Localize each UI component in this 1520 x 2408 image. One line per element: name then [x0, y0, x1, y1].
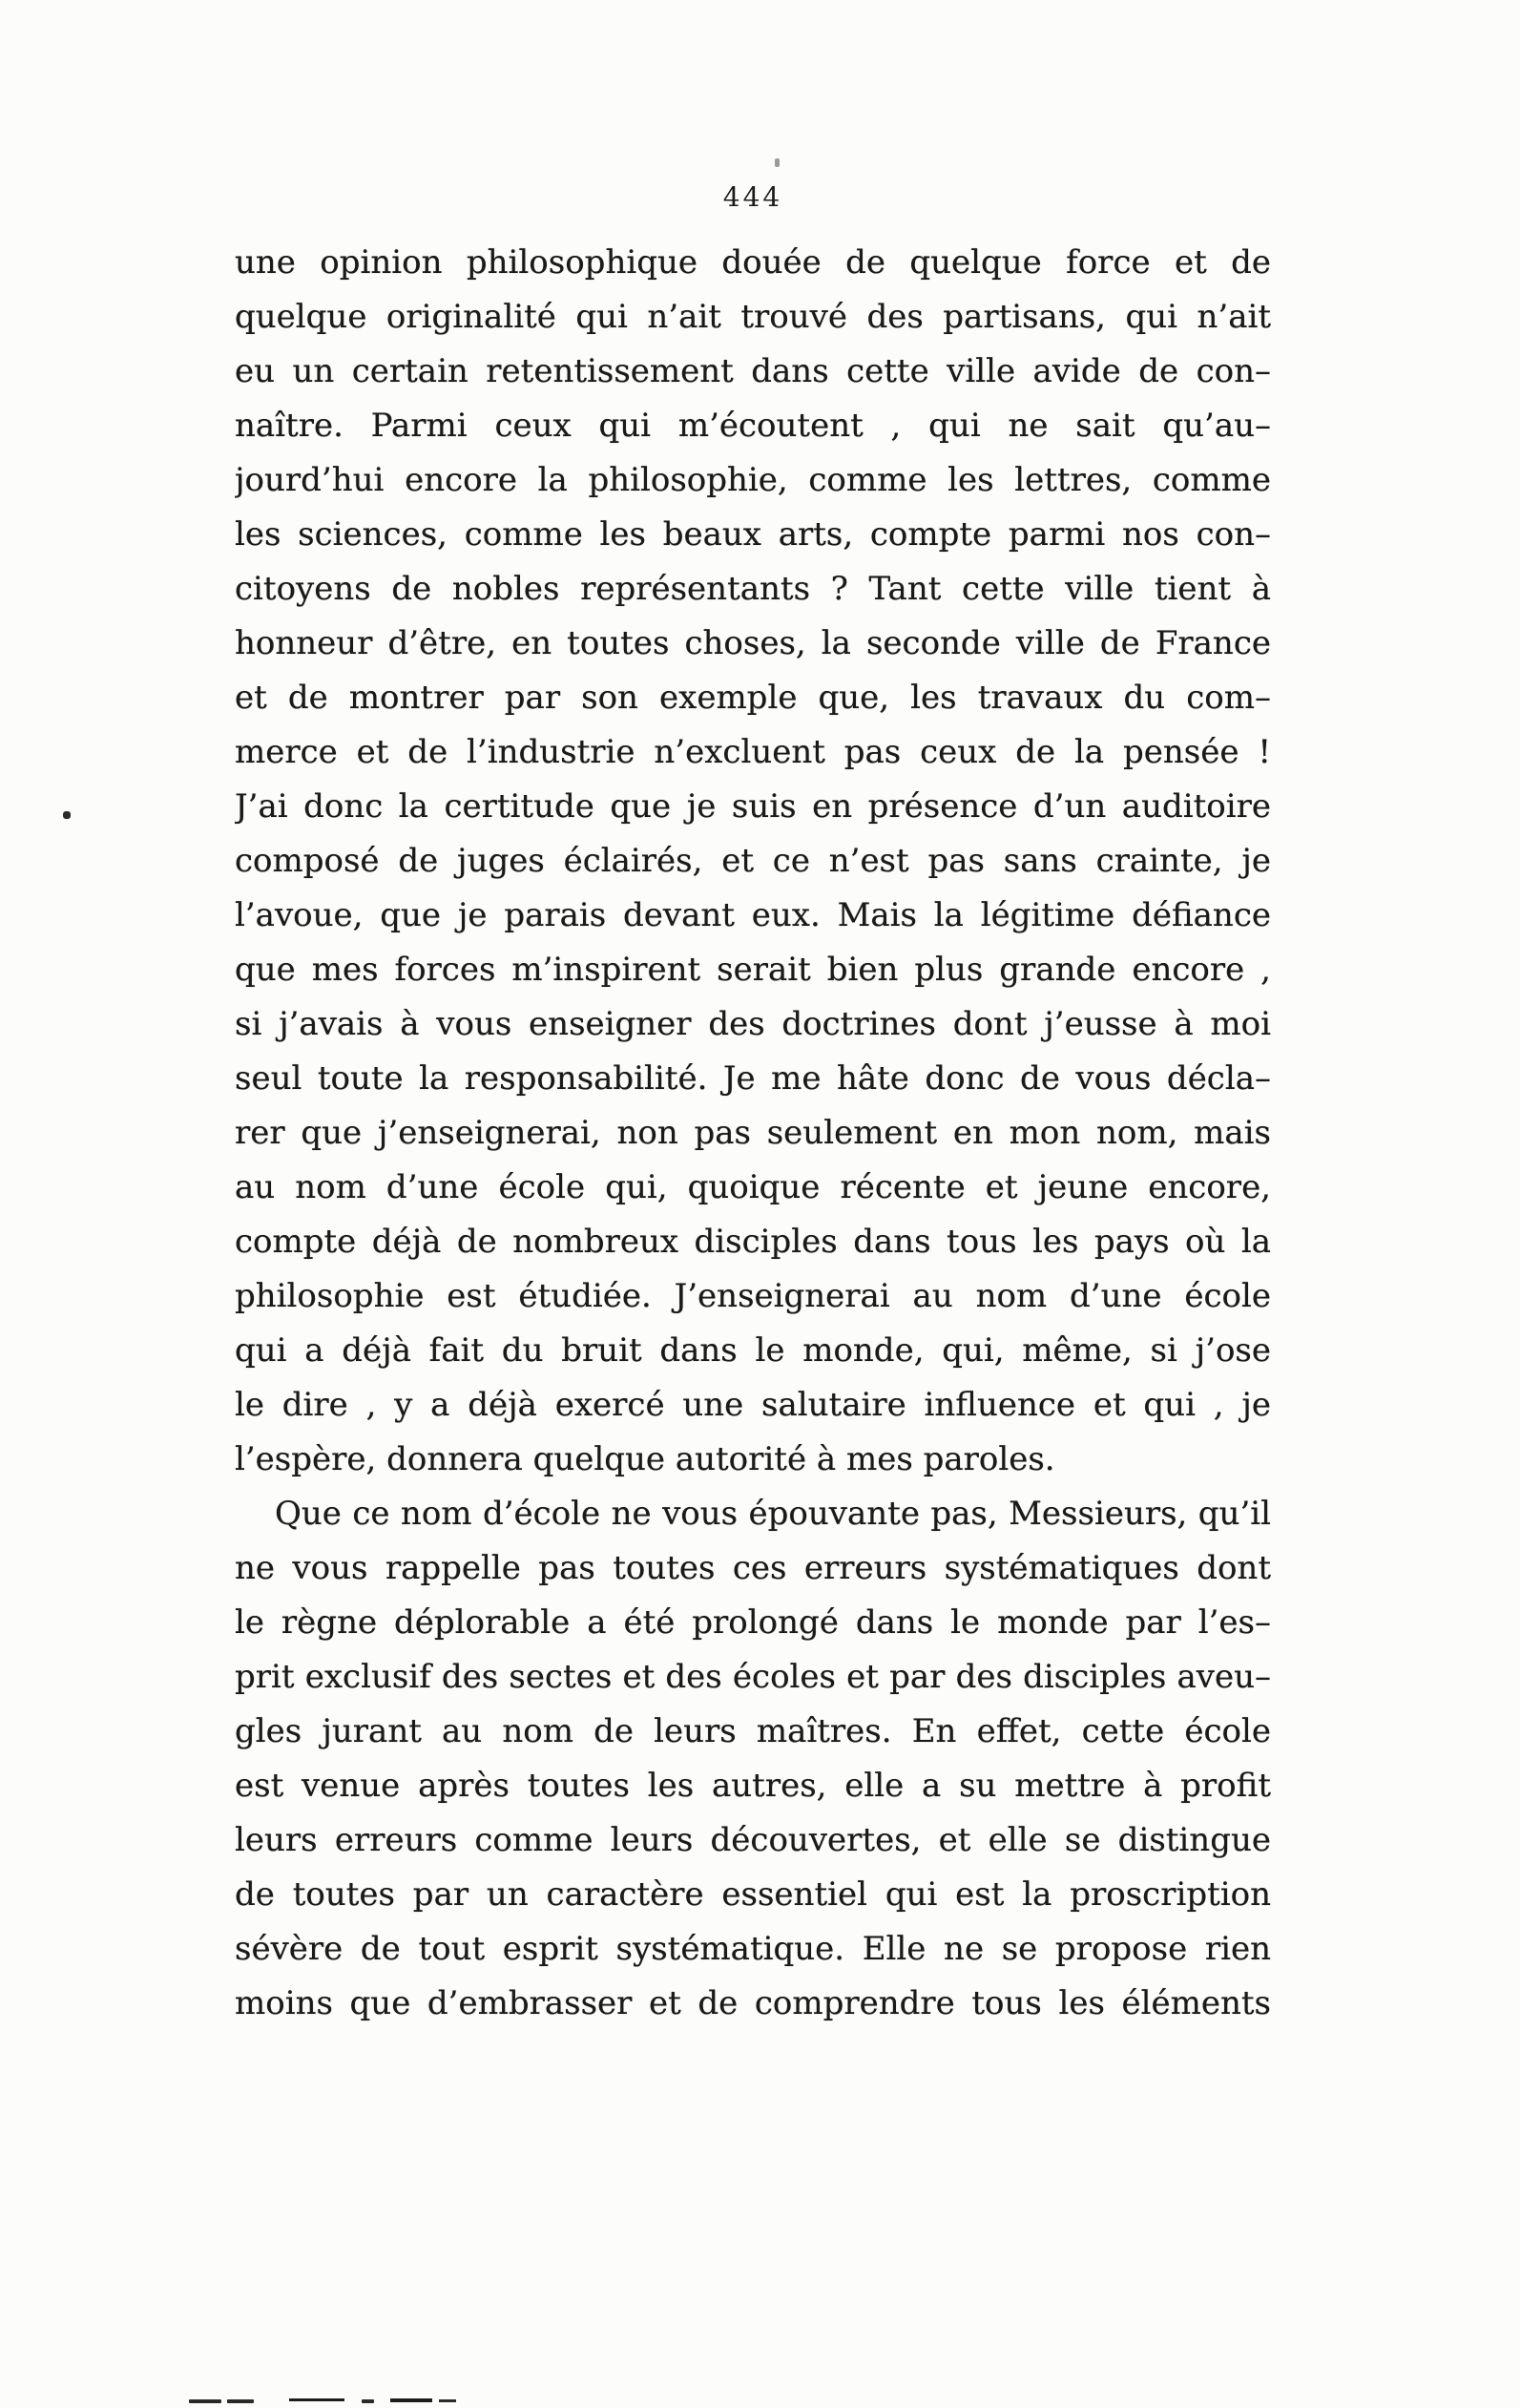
text-line: eu un certain retentissement dans cette ville avide de con– [235, 352, 1271, 390]
scan-speck [439, 2399, 456, 2402]
text-line: le dire , y a déjà exercé une salutaire influence et qui , je [235, 1386, 1271, 1424]
text-line: de toutes par un caractère essentiel qui est la proscription [235, 1875, 1271, 1914]
text-line: naître. Parmi ceux qui m’écoutent , qui ne sait qu’au– [235, 407, 1271, 445]
text-line: J’ai donc la certitude que je suis en présence d’un auditoire [235, 787, 1271, 826]
text-line: Que ce nom d’école ne vous épouvante pas, Messieurs, qu’il [275, 1495, 1271, 1533]
scan-speck [775, 158, 780, 167]
text-line: ne vous rappelle pas toutes ces erreurs systématiques dont [235, 1549, 1271, 1587]
scan-speck [63, 811, 71, 819]
text-line: l’espère, donnera quelque autorité à mes paroles. [235, 1440, 1055, 1478]
text-line: que mes forces m’inspirent serait bien plus grande encore , [235, 951, 1271, 989]
text-line: honneur d’être, en toutes choses, la seconde ville de France [235, 624, 1271, 662]
text-line: citoyens de nobles représentants ? Tant cette ville tient à [235, 570, 1271, 608]
text-line: prit exclusif des sectes et des écoles et par des disciples aveu– [235, 1658, 1271, 1696]
text-line: leurs erreurs comme leurs découvertes, et elle se distingue [235, 1821, 1271, 1859]
text-line: est venue après toutes les autres, elle a su mettre à profit [235, 1767, 1271, 1805]
text-line: jourd’hui encore la philosophie, comme les lettres, comme [235, 461, 1271, 499]
scan-speck [289, 2398, 344, 2401]
scan-speck [227, 2399, 254, 2403]
text-line: merce et de l’industrie n’excluent pas ceux de la pensée ! [235, 733, 1271, 771]
text-line: seul toute la responsabilité. Je me hâte donc de vous décla– [235, 1059, 1271, 1098]
text-line: si j’avais à vous enseigner des doctrines dont j’eusse à moi [235, 1005, 1271, 1043]
text-line: les sciences, comme les beaux arts, compte parmi nos con– [235, 515, 1271, 554]
text-line: sévère de tout esprit systématique. Elle ne se propose rien [235, 1930, 1271, 1968]
scan-speck [362, 2399, 374, 2403]
text-line: rer que j’enseignerai, non pas seulement en mon nom, mais [235, 1114, 1271, 1152]
text-line: au nom d’une école qui, quoique récente et jeune encore, [235, 1168, 1271, 1206]
text-line: l’avoue, que je parais devant eux. Mais la légitime défiance [235, 896, 1271, 934]
text-line: moins que d’embrasser et de comprendre tous les éléments [235, 1984, 1271, 2022]
scan-speck [189, 2399, 221, 2403]
text-lines [235, 236, 1271, 2031]
page-number: 444 [722, 181, 783, 213]
text-line: et de montrer par son exemple que, les travaux du com– [235, 679, 1271, 717]
text-line: qui a déjà fait du bruit dans le monde, qui, même, si j’ose [235, 1331, 1271, 1370]
text-line: quelque originalité qui n’ait trouvé des partisans, qui n’ait [235, 298, 1271, 336]
text-line: compte déjà de nombreux disciples dans tous les pays où la [235, 1223, 1271, 1261]
text-line: une opinion philosophique douée de quelque force et de [235, 243, 1271, 282]
text-line: le règne déplorable a été prolongé dans le monde par l’es– [235, 1603, 1271, 1642]
text-line: composé de juges éclairés, et ce n’est pas sans crainte, je [235, 842, 1271, 880]
scan-speck [390, 2398, 432, 2402]
text-line: philosophie est étudiée. J’enseignerai au nom d’une école [235, 1277, 1271, 1315]
text-line: gles jurant au nom de leurs maîtres. En effet, cette école [235, 1712, 1271, 1750]
